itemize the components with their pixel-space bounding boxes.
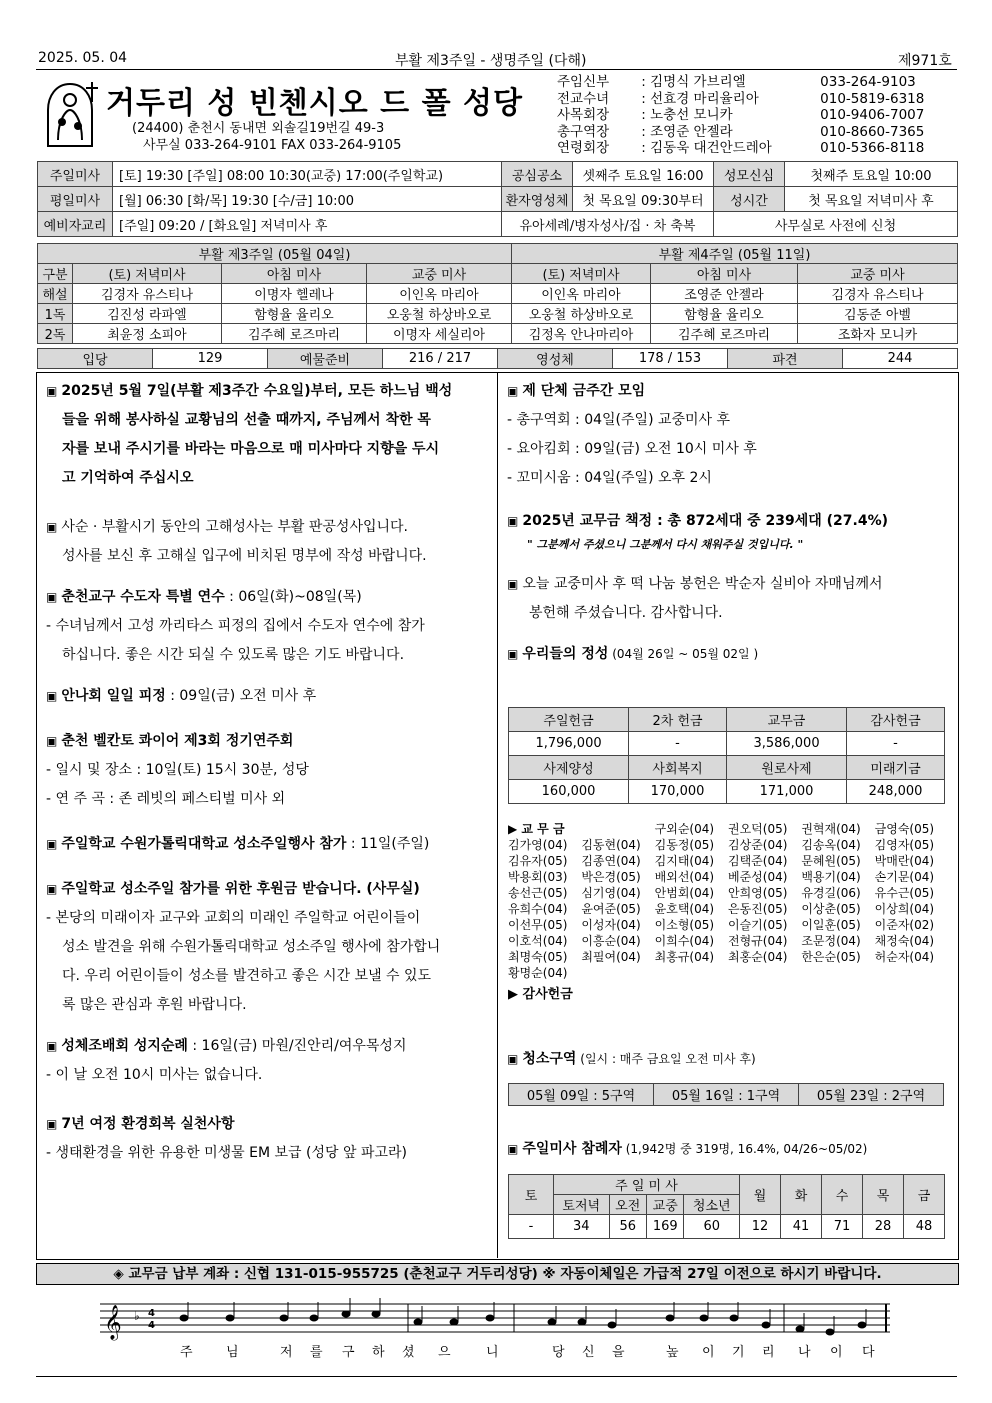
thanks-offering-label: ▶ 감사헌금 [508, 987, 573, 1002]
donor-entry: 베준성(04) [728, 870, 788, 884]
donor-entry: 박매란(04) [874, 854, 935, 868]
notice-environment: ▣ 7년 여정 환경회복 실천사항 - 생태환경을 위한 유용한 미생물 EM 보급 (성당 앞 파고라) [46, 1116, 407, 1161]
readers-table: 부활 제3주일 (05월 04일) 부활 제4주일 (05월 11일) 구분 (토) 저녁미사 아침 미사 교중 미사 (토) 저녁미사 아침 미사 교중 미사 해설 김경자 유스티나 이명자 헬레나 이인옥 마리아 이인옥 마리아 조영준 안젤라 김경자 유스티나 1독 김진성 라파엘 함형율 율리오 오웅철 하상바오로 오웅철 하상바오로 함형율 율리오 김동준 아벨 2독 최윤정 소피아 김주혜 로즈마리 이명자 세실리아 김정옥 안나마리아 김주혜 로즈마리 조화자 모니카 [37, 243, 958, 344]
donor-entry: 이흥순(04) [581, 934, 641, 948]
offering-heading: ▣ 우리들의 정성 (04월 26일 ~ 05월 02일 ) [507, 646, 759, 662]
donor-entry: 이소형(05) [654, 918, 715, 932]
donor-entry: 이준자(02) [874, 918, 935, 932]
music-note [372, 1311, 380, 1317]
table-row: 1독 김진성 라파엘 함형율 율리오 오웅철 하상바오로 오웅철 하상바오로 함형율 율리오 김동준 아벨 [38, 304, 958, 324]
lyric-syllable: 신 [582, 1345, 595, 1360]
lyric-syllable: 를 [310, 1345, 323, 1360]
donor-entry: 김영자(05) [874, 838, 935, 852]
donor-entry: 박은경(05) [581, 870, 641, 884]
music-note [826, 1329, 834, 1335]
donor-entry: 이상희(04) [874, 902, 935, 916]
notice-rice-cake: ▣ 오늘 교중미사 후 떡 나눔 봉헌은 박순자 실비아 자매님께서 봉헌해 주셨습니다. 감사합니다. [507, 576, 883, 621]
attendance-heading: ▣ 주일미사 참례자 (1,942명 중 319명, 16.4%, 04/26~05/02) [507, 1141, 868, 1157]
svg-text:𝄞: 𝄞 [104, 1305, 122, 1340]
donor-entry: 김상준(04) [728, 838, 788, 852]
lyric-syllable: 으 [438, 1345, 451, 1360]
donor-entry: 김가영(04) [508, 838, 568, 852]
staff-row: 총구역장 : 조영준 안젤라 010-8660-7365 [557, 123, 925, 140]
parish-name: 거두리 성 빈첸시오 드 폴 성당 [106, 86, 523, 121]
donor-entry: 황명순(04) [508, 966, 568, 980]
cleaning-heading: ▣ 청소구역 (일시 : 매주 금요일 오전 미사 후) [507, 1051, 756, 1067]
donor-entry: 이상춘(05) [801, 902, 861, 916]
parish-address: (24400) 춘천시 동내면 외솔길19번길 49-3 [132, 121, 385, 136]
music-note [486, 1315, 494, 1321]
donor-entry: 이호석(04) [508, 934, 568, 948]
donor-entry: 배외선(04) [654, 870, 715, 884]
table-row: 해설 김경자 유스티나 이명자 헬레나 이인옥 마리아 이인옥 마리아 조영준 안젤라 김경자 유스티나 [38, 284, 958, 304]
hymn-lyrics [100, 1341, 890, 1361]
donor-grid: ▶ 교 무 금 구외순(04) 권오덕(05) 권혁재(04) 금영숙(05) 김가영(04) 김동현(04) 김동정(05) 김상준(04) 김송옥(04) 김영자(05) 김유자(05) 김종연(04) 김지태(04) 김택준(04) 문혜원(05) 박매란(04) 박용회(03) 박은경(05) 배외선(04) 베준성(04) 백용기(04) 손기문(04) 송선근(05) 심기영(04) 안범회(04) 안희영(05) 유경길(06) 유수근(05) 유희수(04) 윤여준(05) 윤호택(04) 은동진(05) 이상춘(05) 이상희(04) 이선무(05) 이성자(04) 이소형(05) 이슬기(05) 이일훈(05) 이준자(02) 이호석(04) 이흥순(04) 이희수(04) 전형규(04) 조문정(04) 채정숙(04) 최명숙(05) 최필여(04) 최홍규(04) 최홍순(04) 한은순(05) 허순자(04) 황명순(04) [508, 821, 948, 981]
tithe-donor-list [508, 821, 948, 1002]
issue-number: 제971호 [898, 53, 952, 69]
lyric-syllable: 셨 [402, 1345, 415, 1360]
donor-entry: 구외순(04) [654, 822, 715, 836]
tithe-account-banner: ◈ 교무금 납부 계좌 : 신협 131-015-955725 (춘천교구 거두리성당) ※ 자동이체일은 가급적 27일 이전으로 하시기 바랍니다. [36, 1263, 959, 1285]
donor-entry: 허순자(04) [874, 950, 935, 964]
notice-sunday-school-event: ▣ 주일학교 수원가톨릭대학교 성소주일행사 참가 : 11일(주일) [46, 836, 430, 852]
donor-entry: 최홍순(04) [728, 950, 788, 964]
donor-entry: 백용기(04) [801, 870, 861, 884]
table-row: 2독 최윤정 소피아 김주혜 로즈마리 이명자 세실리아 김정옥 안나마리아 김주혜 로즈마리 조화자 모니카 [38, 324, 958, 344]
donor-entry: 이슬기(05) [728, 918, 788, 932]
donor-entry: 김택준(04) [728, 854, 788, 868]
notice-papal-intention: ▣ 2025년 5월 7일(부활 제3주간 수요일)부터, 모든 하느님 백성 들을 위해 봉사하실 교황님의 선출 때까지, 주님께서 착한 목 자를 보내 주시기를 바라는 마음으로 매 미사마다 지향을 두시 고 기억하여 주십시오 [46, 383, 453, 486]
lyric-syllable: 저 [280, 1345, 293, 1360]
donor-entry: 권혁재(04) [801, 822, 861, 836]
donor-entry: 김동현(04) [581, 838, 641, 852]
donor-entry: 권오덕(05) [728, 822, 788, 836]
lyric-syllable: 님 [226, 1345, 239, 1360]
donor-entry: 윤여준(05) [581, 902, 641, 916]
donor-entry: 이선무(05) [508, 918, 568, 932]
staff-row: 연령회장 : 김동욱 대건안드레아 010-5366-8118 [557, 140, 925, 156]
svg-text:4: 4 [148, 1308, 155, 1319]
lyric-syllable: 하 [372, 1345, 385, 1360]
donor-entry: 채정숙(04) [874, 934, 935, 948]
lyric-syllable: 기 [732, 1345, 745, 1360]
donor-entry: 송선근(05) [508, 886, 568, 900]
donor-entry: 손기문(04) [874, 870, 935, 884]
staff-row: 전교수녀 : 선효경 마리율리아 010-5819-6318 [557, 90, 925, 107]
music-note [858, 1322, 866, 1328]
donor-entry: 문혜원(05) [801, 854, 861, 868]
music-note [548, 1319, 556, 1325]
donor-entry: 김지태(04) [654, 854, 715, 868]
notice-concert: ▣ 춘천 벨칸토 콰이어 제3회 정기연주회 - 일시 및 장소 : 10일(토) 15시 30분, 성당 - 연 주 곡 : 존 레빗의 페스티벌 미사 외 [46, 733, 309, 807]
donor-entry: 김유자(05) [508, 854, 568, 868]
lyric-syllable: 다 [862, 1345, 875, 1360]
offerings-table: 주일헌금 2차 헌금 교무금 감사헌금 1,796,000 - 3,586,000 - 사제양성 사회복지 원로사제 미래기금 160,000 170,000 171,000 248,000 [508, 707, 945, 804]
column-divider [497, 372, 498, 1258]
donor-entry: 이성자(04) [581, 918, 641, 932]
notice-anna-retreat: ▣ 안나회 일일 피정 : 09일(금) 오전 미사 후 [46, 688, 317, 704]
music-note [226, 1315, 234, 1321]
donor-entry: 유경길(06) [801, 886, 861, 900]
donor-entry: 김동정(05) [654, 838, 715, 852]
notice-donation: ▣ 주일학교 성소주일 참가를 위한 후원금 받습니다. (사무실) - 본당의 미래이자 교구와 교회의 미래인 주일학교 어린이들이 성소 발견을 위해 수원가톨릭대학교 성소주일 행사에 참가합니 다. 우리 어린이들이 성소를 발견하고 좋은 시간 보낼 수 있도 록 많은 관심과 후원 바랍니다. [46, 881, 441, 1013]
attendance-table: 토 주 일 미 사 월 화 수 목 금 토저녁 오전 교중 청소년 - 34 56 169 60 12 41 71 28 48 [508, 1174, 945, 1239]
music-note [310, 1315, 318, 1321]
music-note [180, 1315, 188, 1321]
music-note [730, 1315, 738, 1321]
donor-entry: 은동진(05) [728, 902, 788, 916]
donor-entry: 최명숙(05) [508, 950, 568, 964]
lyric-syllable: 높 [666, 1345, 679, 1360]
donor-entry: 최홍규(04) [654, 950, 715, 964]
music-note [700, 1315, 708, 1321]
lyric-syllable: 주 [180, 1345, 193, 1360]
lyric-syllable: 을 [612, 1345, 625, 1360]
footer-rule [36, 1376, 957, 1377]
donor-entry: 유수근(05) [874, 886, 935, 900]
header-divider [36, 69, 957, 70]
donor-entry: 최필여(04) [581, 950, 641, 964]
donor-entry: 심기영(04) [581, 886, 641, 900]
donor-entry: 전형규(04) [728, 934, 788, 948]
donor-entry: 조문정(04) [801, 934, 861, 948]
staff-row: 사목회장 : 노충선 모니카 010-9406-7007 [557, 107, 925, 123]
lyric-syllable: 니 [486, 1345, 499, 1360]
notice-group-meetings: ▣ 제 단체 금주간 모임 - 총구역회 : 04일(주일) 교중미사 후 - 요아킴회 : 09일(금) 오전 10시 미사 후 - 꼬미시움 : 04일(주일) 오후 2시 [507, 383, 757, 486]
left-column [46, 377, 492, 1168]
donor-entry: 안범회(04) [654, 886, 715, 900]
lyric-syllable: 리 [762, 1345, 775, 1360]
notice-pilgrimage: ▣ 성체조배회 성지순례 : 16일(금) 마원/진안리/여우목성지 - 이 날 오전 10시 미사는 없습니다. [46, 1038, 407, 1083]
notice-confession: ▣ 사순 · 부활시기 동안의 고해성사는 부활 판공성사입니다. 성사를 보신 후 고해실 입구에 비치된 명부에 작성 바랍니다. [46, 519, 427, 564]
donor-entry: 금영숙(05) [874, 822, 935, 836]
staff-list [557, 74, 924, 157]
svg-text:4: 4 [148, 1320, 155, 1331]
lyric-syllable: 구 [342, 1345, 355, 1360]
cleaning-table: 05월 09일 : 5구역 05월 16일 : 1구역 05월 23일 : 2구역 [508, 1083, 944, 1106]
donor-entry: 한은순(05) [801, 950, 861, 964]
lyric-syllable: 이 [702, 1345, 715, 1360]
donor-entry: 박용회(03) [508, 870, 568, 884]
music-note [608, 1322, 616, 1328]
right-column [507, 377, 947, 669]
lyric-syllable: 나 [798, 1345, 811, 1360]
music-note [666, 1315, 674, 1321]
donor-entry: 윤호택(04) [654, 902, 715, 916]
office-contact: 사무실 033-264-9101 FAX 033-264-9105 [143, 138, 402, 153]
donor-entry: 이희수(04) [654, 934, 715, 948]
mass-schedule-table: 주일미사 [토] 19:30 [주일] 08:00 10:30(교중) 17:00(주일학교) 공심공소 셋째주 토요일 16:00 성모신심 첫째주 토요일 10:00 평일미사 [월] 06:30 [화/목] 19:30 [수/금] 10:00 환자영성체 첫 목요일 09:30부터 성시간 첫 목요일 저녁미사 후 예비자교리 [주일] 09:20 / [화요일] 저녁미사 후 유아세례/병자성사/집 · 차 축복 사무실로 사전에 신청 [37, 161, 958, 237]
lyric-syllable: 이 [830, 1345, 843, 1360]
music-note [796, 1326, 804, 1332]
music-note [578, 1319, 586, 1325]
sunday-title: 부활 제3주일 - 생명주일 (다해) [395, 53, 587, 69]
svg-text:♭: ♭ [134, 1309, 140, 1323]
lyric-syllable: 당 [552, 1345, 565, 1360]
donor-entry: 이일훈(05) [801, 918, 861, 932]
parish-logo [40, 76, 100, 152]
music-note [342, 1311, 350, 1317]
issue-date: 2025. 05. 04 [38, 50, 128, 66]
donor-entry: 김송옥(04) [801, 838, 861, 852]
donor-entry: 안희영(05) [728, 886, 788, 900]
music-note [280, 1315, 288, 1321]
music-note [414, 1319, 422, 1325]
music-staff [100, 1298, 890, 1342]
donor-entry: 김종연(04) [581, 854, 641, 868]
notice-religious-retreat: ▣ 춘천교구 수도자 특별 연수 : 06일(화)~08일(목) - 수녀님께서 고성 까리타스 피정의 집에서 수도자 연수에 참가 하십니다. 좋은 시간 되실 수 있도록 많은 기도 바랍니다. [46, 589, 425, 663]
hymn-stats-table: 입당 129 예물준비 216 / 217 영성체 178 / 153 파견 244 [37, 348, 958, 369]
staff-row: 주임신부 : 김명식 가브리엘 033-264-9103 [557, 74, 916, 90]
music-note [762, 1322, 770, 1328]
donor-entry: 유희수(04) [508, 902, 568, 916]
music-note [450, 1319, 458, 1325]
notice-tithe-assessment: ▣ 2025년 교무금 책정 : 총 872세대 중 239세대 (27.4%) " 그분께서 주셨으니 그분께서 다시 채워주실 것입니다. " [507, 513, 889, 551]
